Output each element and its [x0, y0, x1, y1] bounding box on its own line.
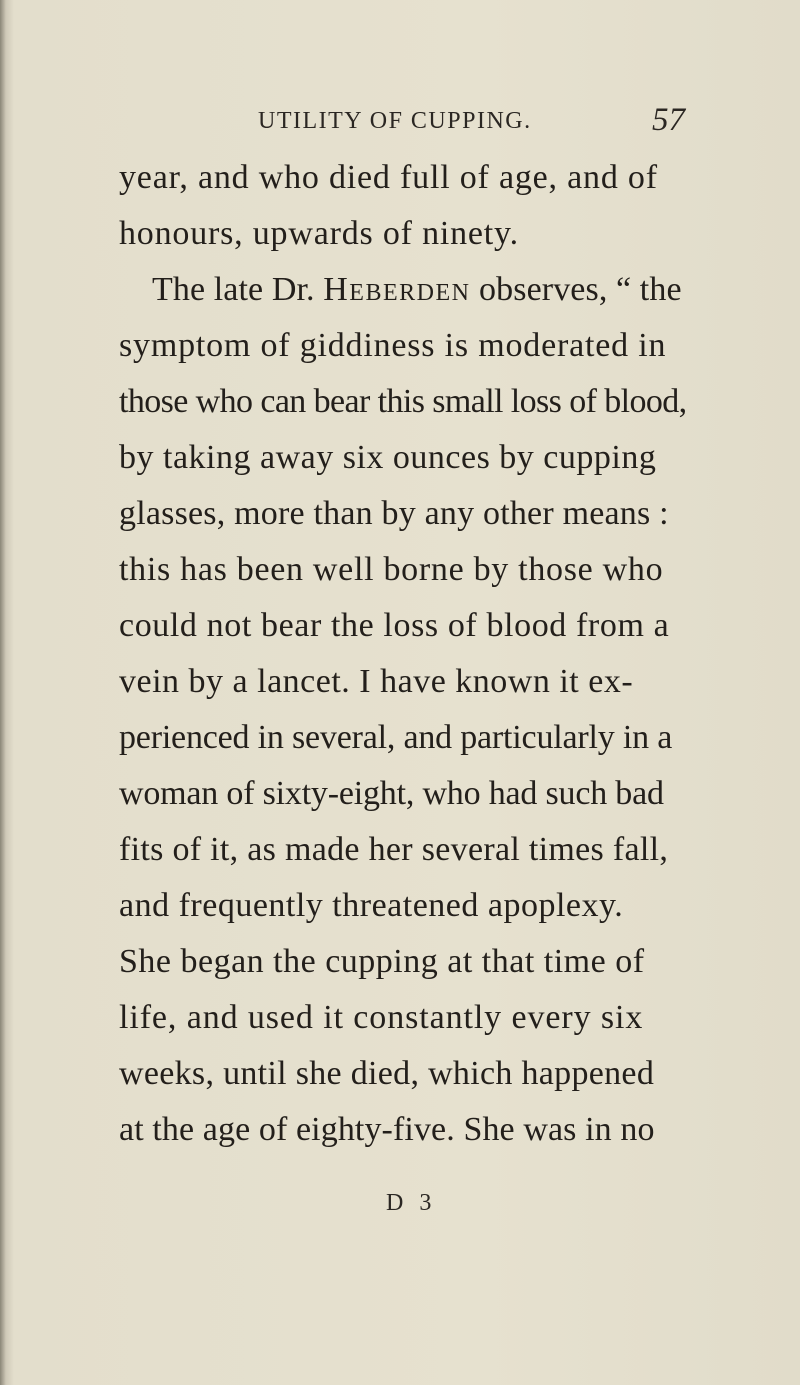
person-name: Heberden [323, 271, 471, 308]
text-line: woman of sixty-eight, who had such bad [119, 775, 664, 812]
text-line: those who can bear this small loss of blood, [119, 383, 687, 420]
text-line: perienced in several, and particularly in a [119, 719, 673, 756]
text-line: symptom of giddiness is moderated in [119, 327, 667, 364]
text-line: weeks, until she died, which happened [119, 1055, 655, 1092]
text-line: could not bear the loss of blood from a [119, 607, 670, 644]
text-line: by taking away six ounces by cupping [119, 439, 657, 476]
text-line: vein by a lancet. I have known it ex- [119, 663, 634, 700]
text-line: honours, upwards of ninety. [119, 215, 519, 252]
text-line: year, and who died full of age, and of [119, 159, 658, 196]
text-line: glasses, more than by any other means : [119, 495, 669, 532]
text-line: this has been well borne by those who [119, 551, 664, 588]
text-line [152, 270, 682, 310]
text-line: She began the cupping at that time of [119, 943, 645, 980]
signature-mark: D 3 [386, 1190, 437, 1216]
text-line: life, and used it constantly every six [119, 999, 644, 1036]
text-line: and frequently threatened apoplexy. [119, 887, 624, 924]
text-line: fits of it, as made her several times fall, [119, 831, 669, 868]
text-segment: observes, “ the [470, 271, 682, 308]
text-line: at the age of eighty-five. She was in no [119, 1111, 655, 1148]
running-title: UTILITY OF CUPPING. [258, 108, 532, 134]
text-segment: The late Dr. [152, 271, 324, 308]
page-number: 57 [652, 102, 685, 138]
